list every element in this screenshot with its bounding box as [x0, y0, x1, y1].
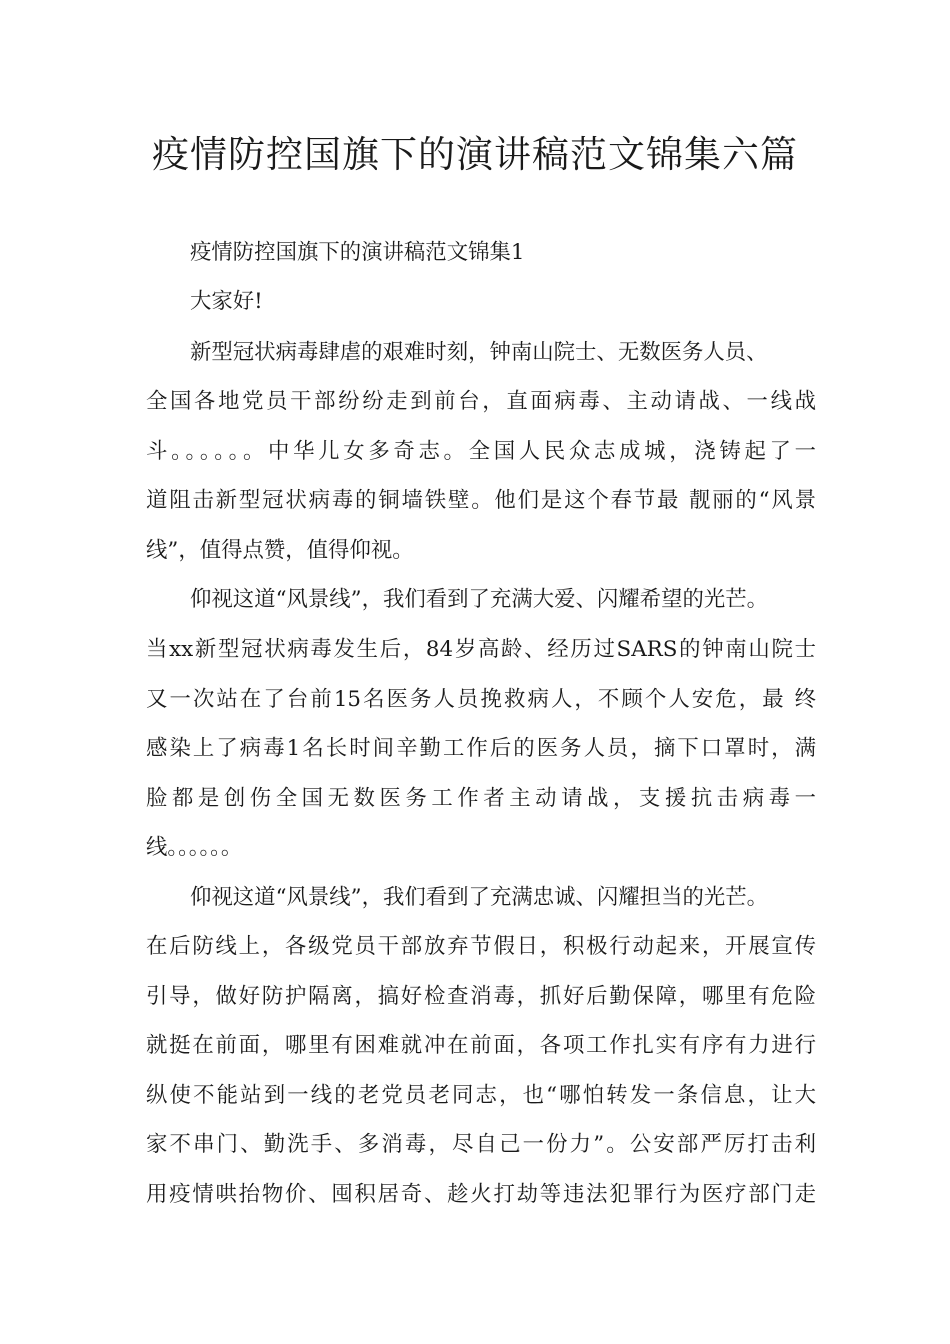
- document-title: 疫情防控国旗下的演讲稿范文锦集六篇: [152, 133, 798, 176]
- paragraph-line: 道阻击新型冠状病毒的铜墙铁壁。他们是这个春节最 靓丽的“风景: [146, 488, 816, 513]
- paragraph-line: 线。。。。。。: [146, 835, 243, 860]
- paragraph-line: 全国各地党员干部纷纷走到前台，直面病毒、主动请战、一线战: [146, 389, 816, 414]
- paragraph-line: 仰视这道“风景线”，我们看到了充满大爱、闪耀希望的光芒。: [190, 587, 769, 612]
- paragraph-line: 在后防线上，各级党员干部放弃节假日，积极行动起来，开展宣传: [146, 934, 816, 959]
- paragraph-line: 斗。。。。。。中华儿女多奇志。全国人民众志成城，浇铸起了一: [146, 439, 816, 464]
- paragraph-line: 线”，值得点赞，值得仰视。: [146, 538, 414, 563]
- paragraph-line: 新型冠状病毒肆虐的艰难时刻，钟南山院士、无数医务人员、: [190, 340, 768, 365]
- paragraph-line: 家不串门、勤洗手、多消毒，尽自己一份力”。公安部严厉打击利: [146, 1132, 816, 1157]
- paragraph-line: 纵使不能站到一线的老党员老同志，也“哪怕转发一条信息，让大: [146, 1083, 816, 1108]
- paragraph-line: 引导，做好防护隔离，搞好检查消毒，抓好后勤保障，哪里有危险: [146, 984, 816, 1009]
- greeting-line: 大家好!: [190, 289, 263, 314]
- paragraph-line: 用疫情哄抬物价、囤积居奇、趁火打劫等违法犯罪行为医疗部门走: [146, 1182, 816, 1207]
- paragraph-line: 仰视这道“风景线”，我们看到了充满忠诚、闪耀担当的光芒。: [190, 885, 769, 910]
- paragraph-line: 当xx新型冠状病毒发生后，84岁高龄、经历过SARS的钟南山院士: [146, 637, 816, 662]
- section-heading: 疫情防控国旗下的演讲稿范文锦集1: [190, 240, 525, 265]
- paragraph-line: 感染上了病毒1名长时间辛勤工作后的医务人员，摘下口罩时，满: [146, 736, 816, 761]
- paragraph-line: 又一次站在了台前15名医务人员挽救病人，不顾个人安危，最 终: [146, 687, 816, 712]
- paragraph-line: 就挺在前面，哪里有困难就冲在前面，各项工作扎实有序有力进行: [146, 1033, 816, 1058]
- paragraph-line: 脸都是创伤全国无数医务工作者主动请战，支援抗击病毒一: [146, 786, 816, 811]
